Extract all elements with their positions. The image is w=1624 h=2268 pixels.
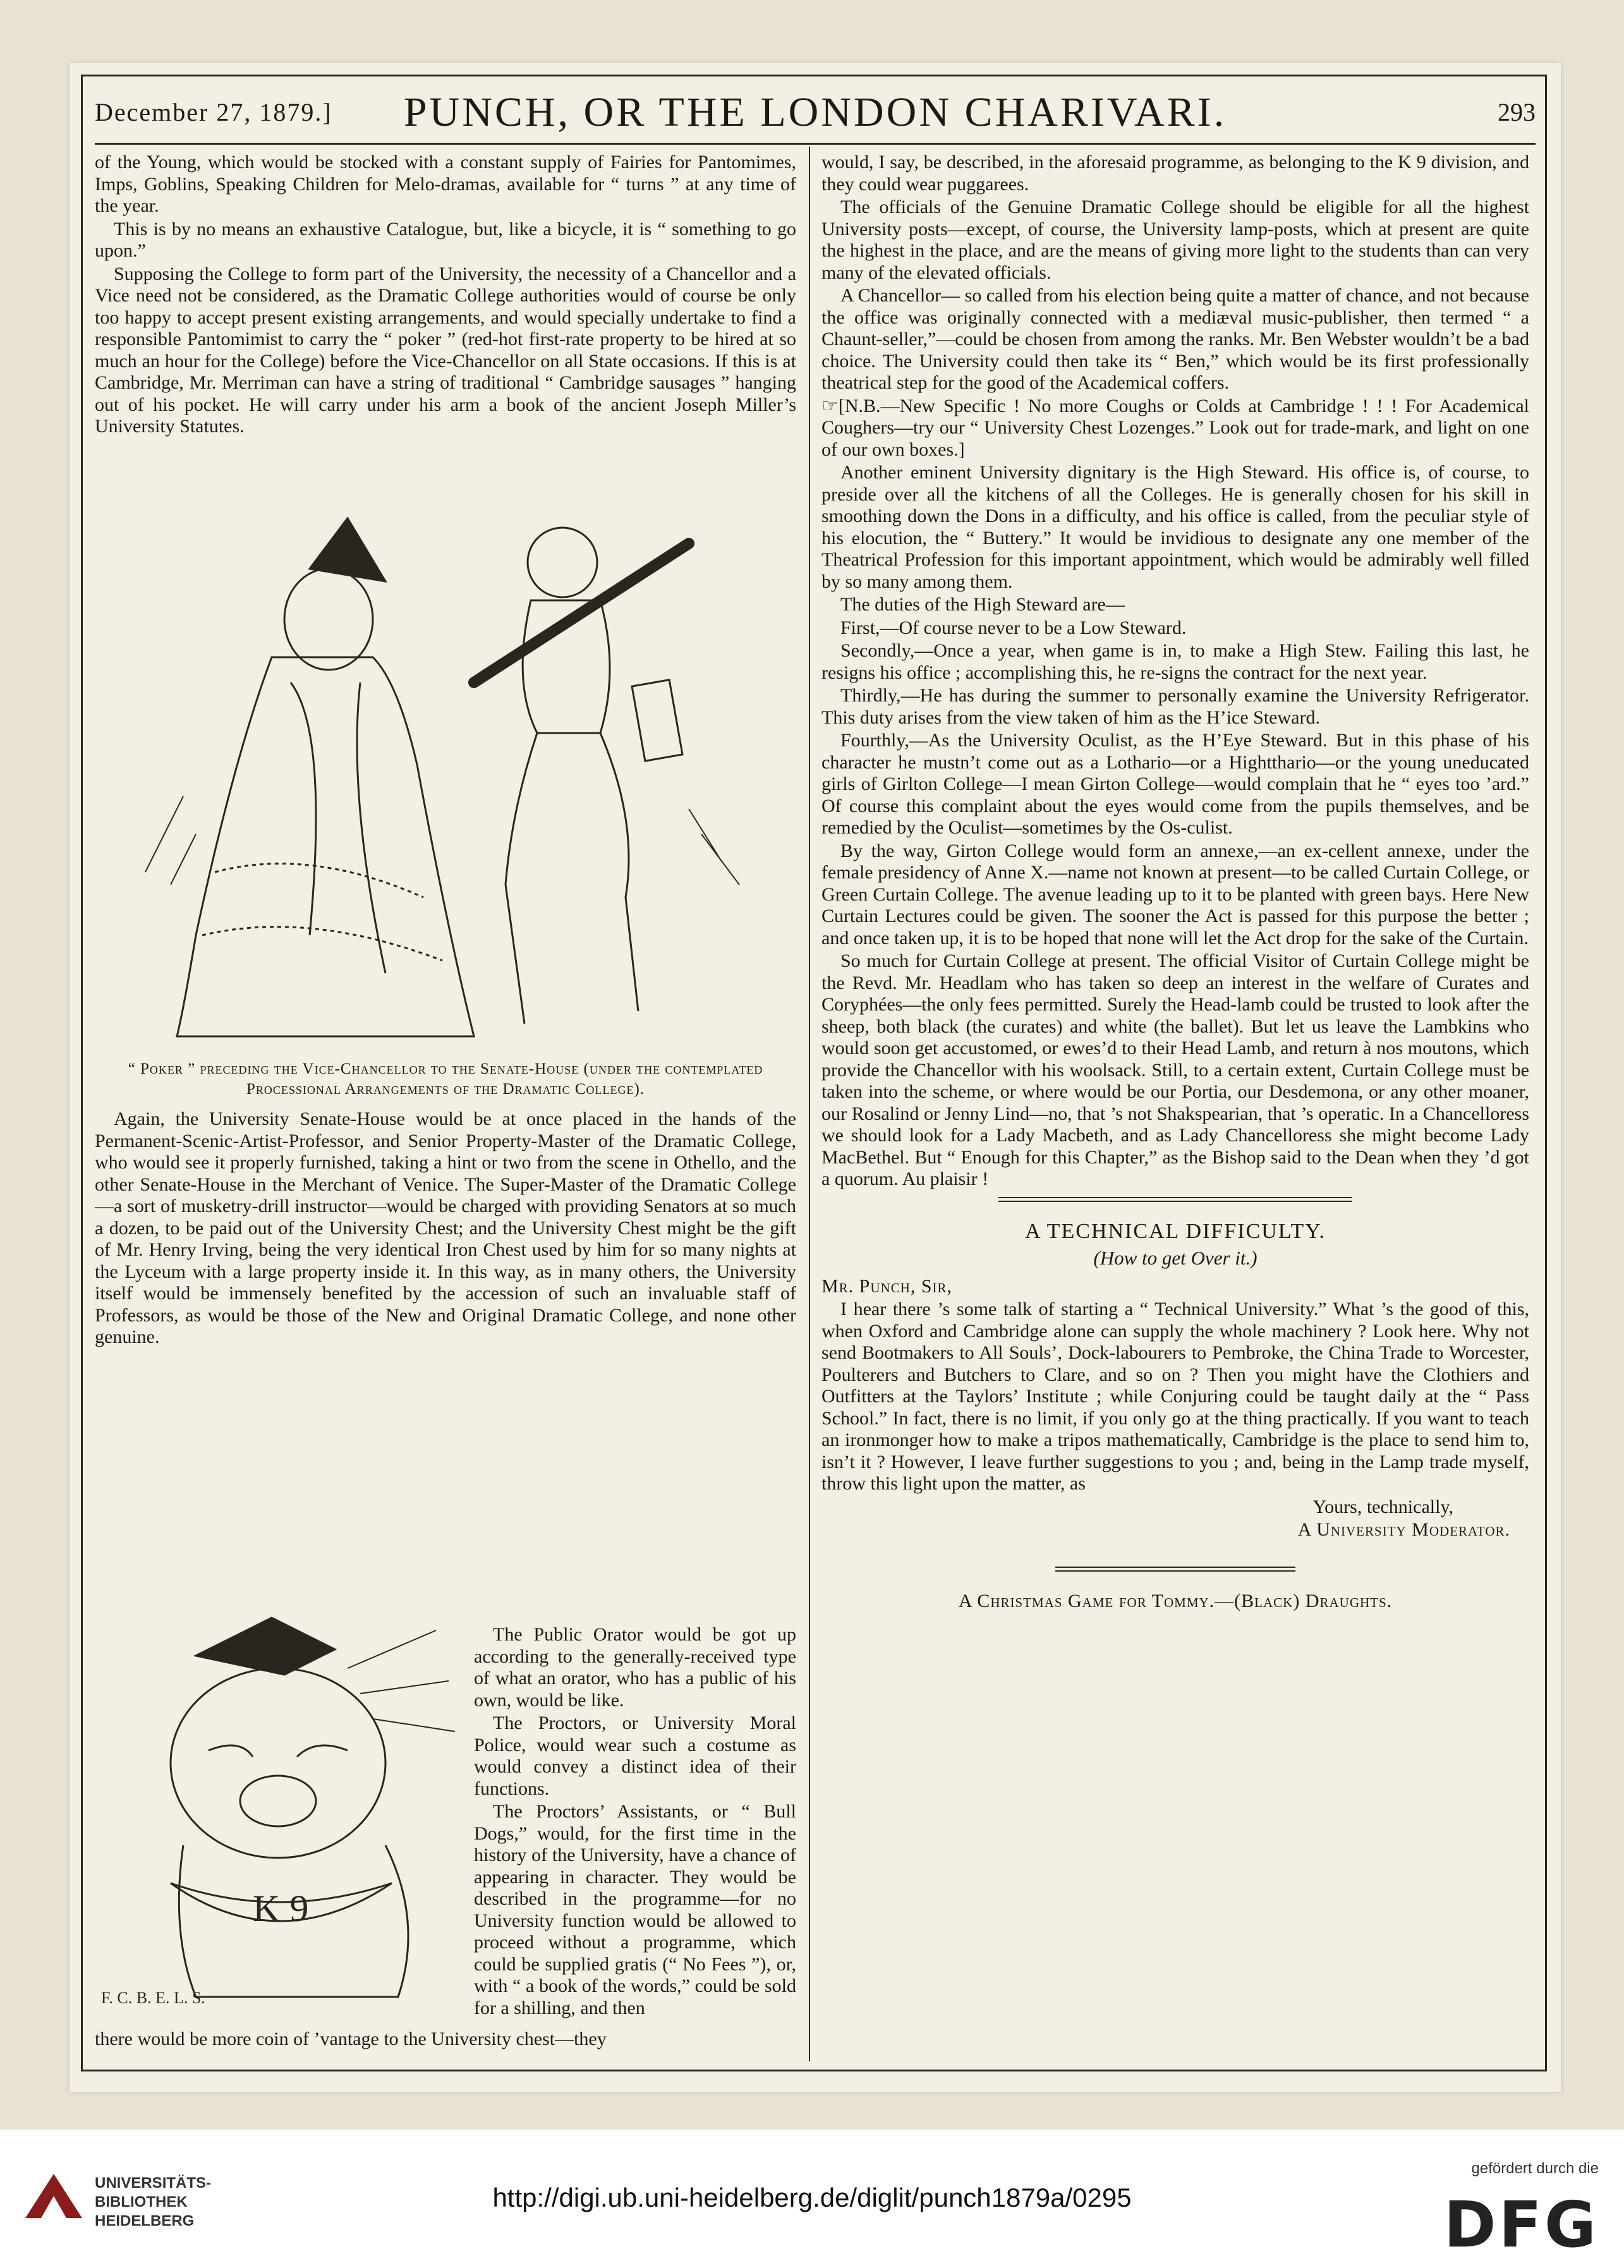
right-column [821,152,1529,1613]
dog-collar-label: K 9 [253,1888,309,1929]
paragraph: there would be more coin of ’vantage to the University chest—they [95,2028,607,2049]
closing-note: A Christmas Game for Tommy.—(Black) Draughts. [958,1590,1393,1611]
paragraph: The Proctors’ Assistants, or “ Bull Dogs,” would, for the first time in the history of the University, have a chance of appearing in character. They would be described in the programme—for no University function would be allowed to proceed without a programme, which could be supplied gratis (“ No Fees ”), or, with “ a book of the words,” could be sold for a shilling, and then [474,1801,796,2018]
dfg-logo: DFG [1443,2188,1599,2262]
advertisement-note: ☞[N.B.—New Specific ! No more Coughs or Colds at Cambridge ! ! ! For Academical Coughers—try our “ University Chest Lozenges.” Look out for trade-mark, and light on one of our own boxes.] [821,395,1529,460]
paragraph: By the way, Girton College would form an annexe,—an ex-cellent annexe, under the female presidency of Anne X.—name not known at present—to be called Curtain College, or Green Curtain College. The avenue leading up to it to be planted with green bays. Here New Curtain Lectures could be given. The sooner the Act is passed for this purpose the better ; and once taken up, it is to be hoped that none will let the Act drop for the sake of the Curtain. [821,840,1529,949]
paragraph: This is by no means an exhaustive Catalogue, but, like a bicycle, it is “ something to go upon.” [95,218,796,261]
salutation: Mr. Punch, Sir, [821,1275,953,1297]
section-divider [1055,1567,1295,1572]
poker-procession-illustration [120,493,790,1049]
illustration-caption: “ Poker ” preceding the Vice-Chancellor to the Senate-House (under the contemplated Processional Arrangements of the Dramatic College). [128,1060,763,1098]
paragraph: Secondly,—Once a year, when game is in, to make a High Stew. Failing this last, he resigns his office ; accomplishing this, he re-signs the contract for the next year. [821,640,1529,683]
letter-closing: Yours, technically, [1312,1496,1453,1517]
letter-body: I hear there ’s some talk of starting a “ Technical University.” What ’s the good of this, when Oxford and Cambridge alone can supply the whole machinery ? Look here. Why not send Bootmakers to All Souls’, Dock-labourers to Pembroke, the China Trade to Worcester, Poulterers and Butchers to Clare, and so on ? Then you might have the Clothiers and Outfitters at the Taylors’ Institute ; while Conjuring could be taught daily at the “ Pass School.” In fact, there is no limit, if you only go at the thing practically. If you want to teach an ironmonger how to make a tripos mathematically, Cambridge is the place to send him to, isn’t it ? However, I leave further suggestions to you ; and, being in the Lamp trade myself, throw this light upon the matter, as [821,1299,1529,1494]
article-headline: A TECHNICAL DIFFICULTY. [1025,1219,1326,1243]
left-column-middle [95,1055,796,1350]
paragraph: The duties of the High Steward are— [840,594,1125,615]
issue-date: December 27, 1879.] [95,98,332,126]
bulldog-engraving [95,1605,468,2016]
engraving-figures [120,493,790,1049]
paragraph: First,—Of course never to be a Low Steward. [840,617,1187,638]
paragraph: The Proctors, or University Moral Police, would wear such a costume as would convey a distinct idea of their functions. [474,1713,796,1799]
paragraph: Thirdly,—He has during the summer to personally examine the University Refrigerator. This duty arises from the view taken of him as the H’ice Steward. [821,685,1529,728]
article-subheading: (How to get Over it.) [1093,1247,1257,1269]
paragraph: Another eminent University dignitary is the High Steward. His office is, of course, to preside over all the kitchens of all the Colleges. He is generally chosen for his skill in smoothing down the Dons in a difficulty, and his office is called, from the peculiar style of his elocution, the “ Buttery.” It would be invidious to designate any one member of the Theatrical Profession for this important appointment, which would be admirably well filled by so many among them. [821,462,1529,592]
paragraph: A Chancellor— so called from his election being quite a matter of chance, and not because the office was originally connected with a mediæval music-publisher, then termed “ a Chaunt-seller,”—could be chosen from among the ranks. Mr. Ben Webster wouldn’t be a bad choice. The University could then take its “ Ben,” which would be its first professionally theatrical step for the good of the Academical coffers. [821,285,1529,393]
paragraph: So much for Curtain College at present. The official Visitor of Curtain College might be the Revd. Mr. Headlam who has taken so deep an interest in the welfare of Curates and Coryphées—the only fees permitted. Surely the Head-lamb could be trusted to look after the sheep, both black (the curates) and white (the ballet). But let us leave the Lambkins who would soon get accustomed, or ewes’d to their Head Lamb, and return à nos moutons, which provide the Chancellor with his woolsack. Still, to a certain extent, Curtain College must be taken into the scheme, or where would be our Portia, our Desdemona, or any other moaner, our Rosalind or Jenny Lind—no, that ’s not Shakspearian, that ’s operatic. In a Chancelloress we should look for a Lady Macbeth, and as Lady Chancelloress she might become Lady MacBethel. But “ Enough for this Chapter,” as the Bishop said to the Dean when they ’d got a quorum. Au plaisir ! [821,950,1529,1189]
library-name: UNIVERSITÄTS- BIBLIOTHEK HEIDELBERG [95,2174,212,2229]
permalink-url[interactable]: http://digi.ub.uni-heidelberg.de/diglit/punch1879a/0295 [492,2183,1132,2212]
paragraph: The officials of the Genuine Dramatic College should be eligible for all the highest University posts—except, of course, the University lamp-posts, which at present are quite the highest in the place, and are the means of giving more light to the students than can very many of the elevated officials. [821,197,1529,283]
masthead-title: PUNCH, OR THE LONDON CHARIVARI. [403,89,1227,135]
viewer-footer [0,2130,1624,2268]
page-header [95,88,1536,145]
section-divider [998,1197,1352,1202]
funding-note: gefördert durch die [1471,2160,1599,2177]
header-rule [95,143,1536,145]
paragraph: Supposing the College to form part of the University, the necessity of a Chancellor and a Vice need not be considered, as the Dramatic College authorities would of course be only too happy to accept present existing arrangements, and would specially undertake to find a responsible Pantomimist to carry the “ poker ” (red-hot first-rate property to be hired at so much an hour for the College) before the Vice-Chancellor on all State occasions. If this is at Cambridge, Mr. Merriman can have a string of traditional “ Cambridge sausages ” hanging out of his pocket. He will carry under his arm a book of the ancient Joseph Miller’s University Statutes. [95,263,796,437]
paragraph: Fourthly,—As the University Oculist, as the H’Eye Steward. But in this phase of his character he mustn’t come out as a Lothario—or a Hightthario—or the young uneducated girls of Girlton College—I mean Girton College—would complain that he “ eyes too ’ard.” Of course this complaint about the eyes would come from the pupils themselves, and be remedied by the Oculist—sometimes by the Os-culist. [821,730,1529,838]
paragraph: The Public Orator would be got up according to the generally-received type of what an orator, who has a public of his own, would be like. [474,1624,796,1711]
column-divider [809,147,810,2061]
paragraph: would, I say, be described, in the aforesaid programme, as belonging to the K 9 division, and they could wear puggarees. [821,152,1529,195]
bulldog-proctor-illustration [95,1605,468,2016]
left-column-bottom-narrow [474,1624,796,2020]
paragraph: of the Young, which would be stocked with a constant supply of Fairies for Pantomimes, Imps, Goblins, Speaking Children for Melo-dramas, available for “ turns ” at any time of the year. [95,152,796,216]
artist-signature: F. C. B. E. L. S. [101,1989,205,2007]
page-number: 293 [1498,98,1536,126]
letter-signature: A University Moderator. [1297,1519,1510,1540]
paragraph: Again, the University Senate-House would be at once placed in the hands of the Permanent-Scenic-Artist-Professor, and Senior Property-Master of the Dramatic College, who would see it properly furnished, taking a hint or two from the scene in Othello, and the other Senate-House in the Merchant of Venice. The Super-Master of the Dramatic College—a sort of musketry-drill instructor—would be charged with providing Senators at so much a dozen, to be paid out of the University Chest; and the University Chest might be the gift of Mr. Henry Irving, being the very identical Iron Chest used by him for so many nights at the Lyceum with a large property inside it. In this way, as in many others, the University itself would be immensely benefited by the accession of such an invaluable staff of Professors, as would be those of the New and Original Dramatic College, and none other genuine. [95,1108,796,1347]
left-column-last-line [95,2028,796,2052]
left-column-top [95,152,796,439]
